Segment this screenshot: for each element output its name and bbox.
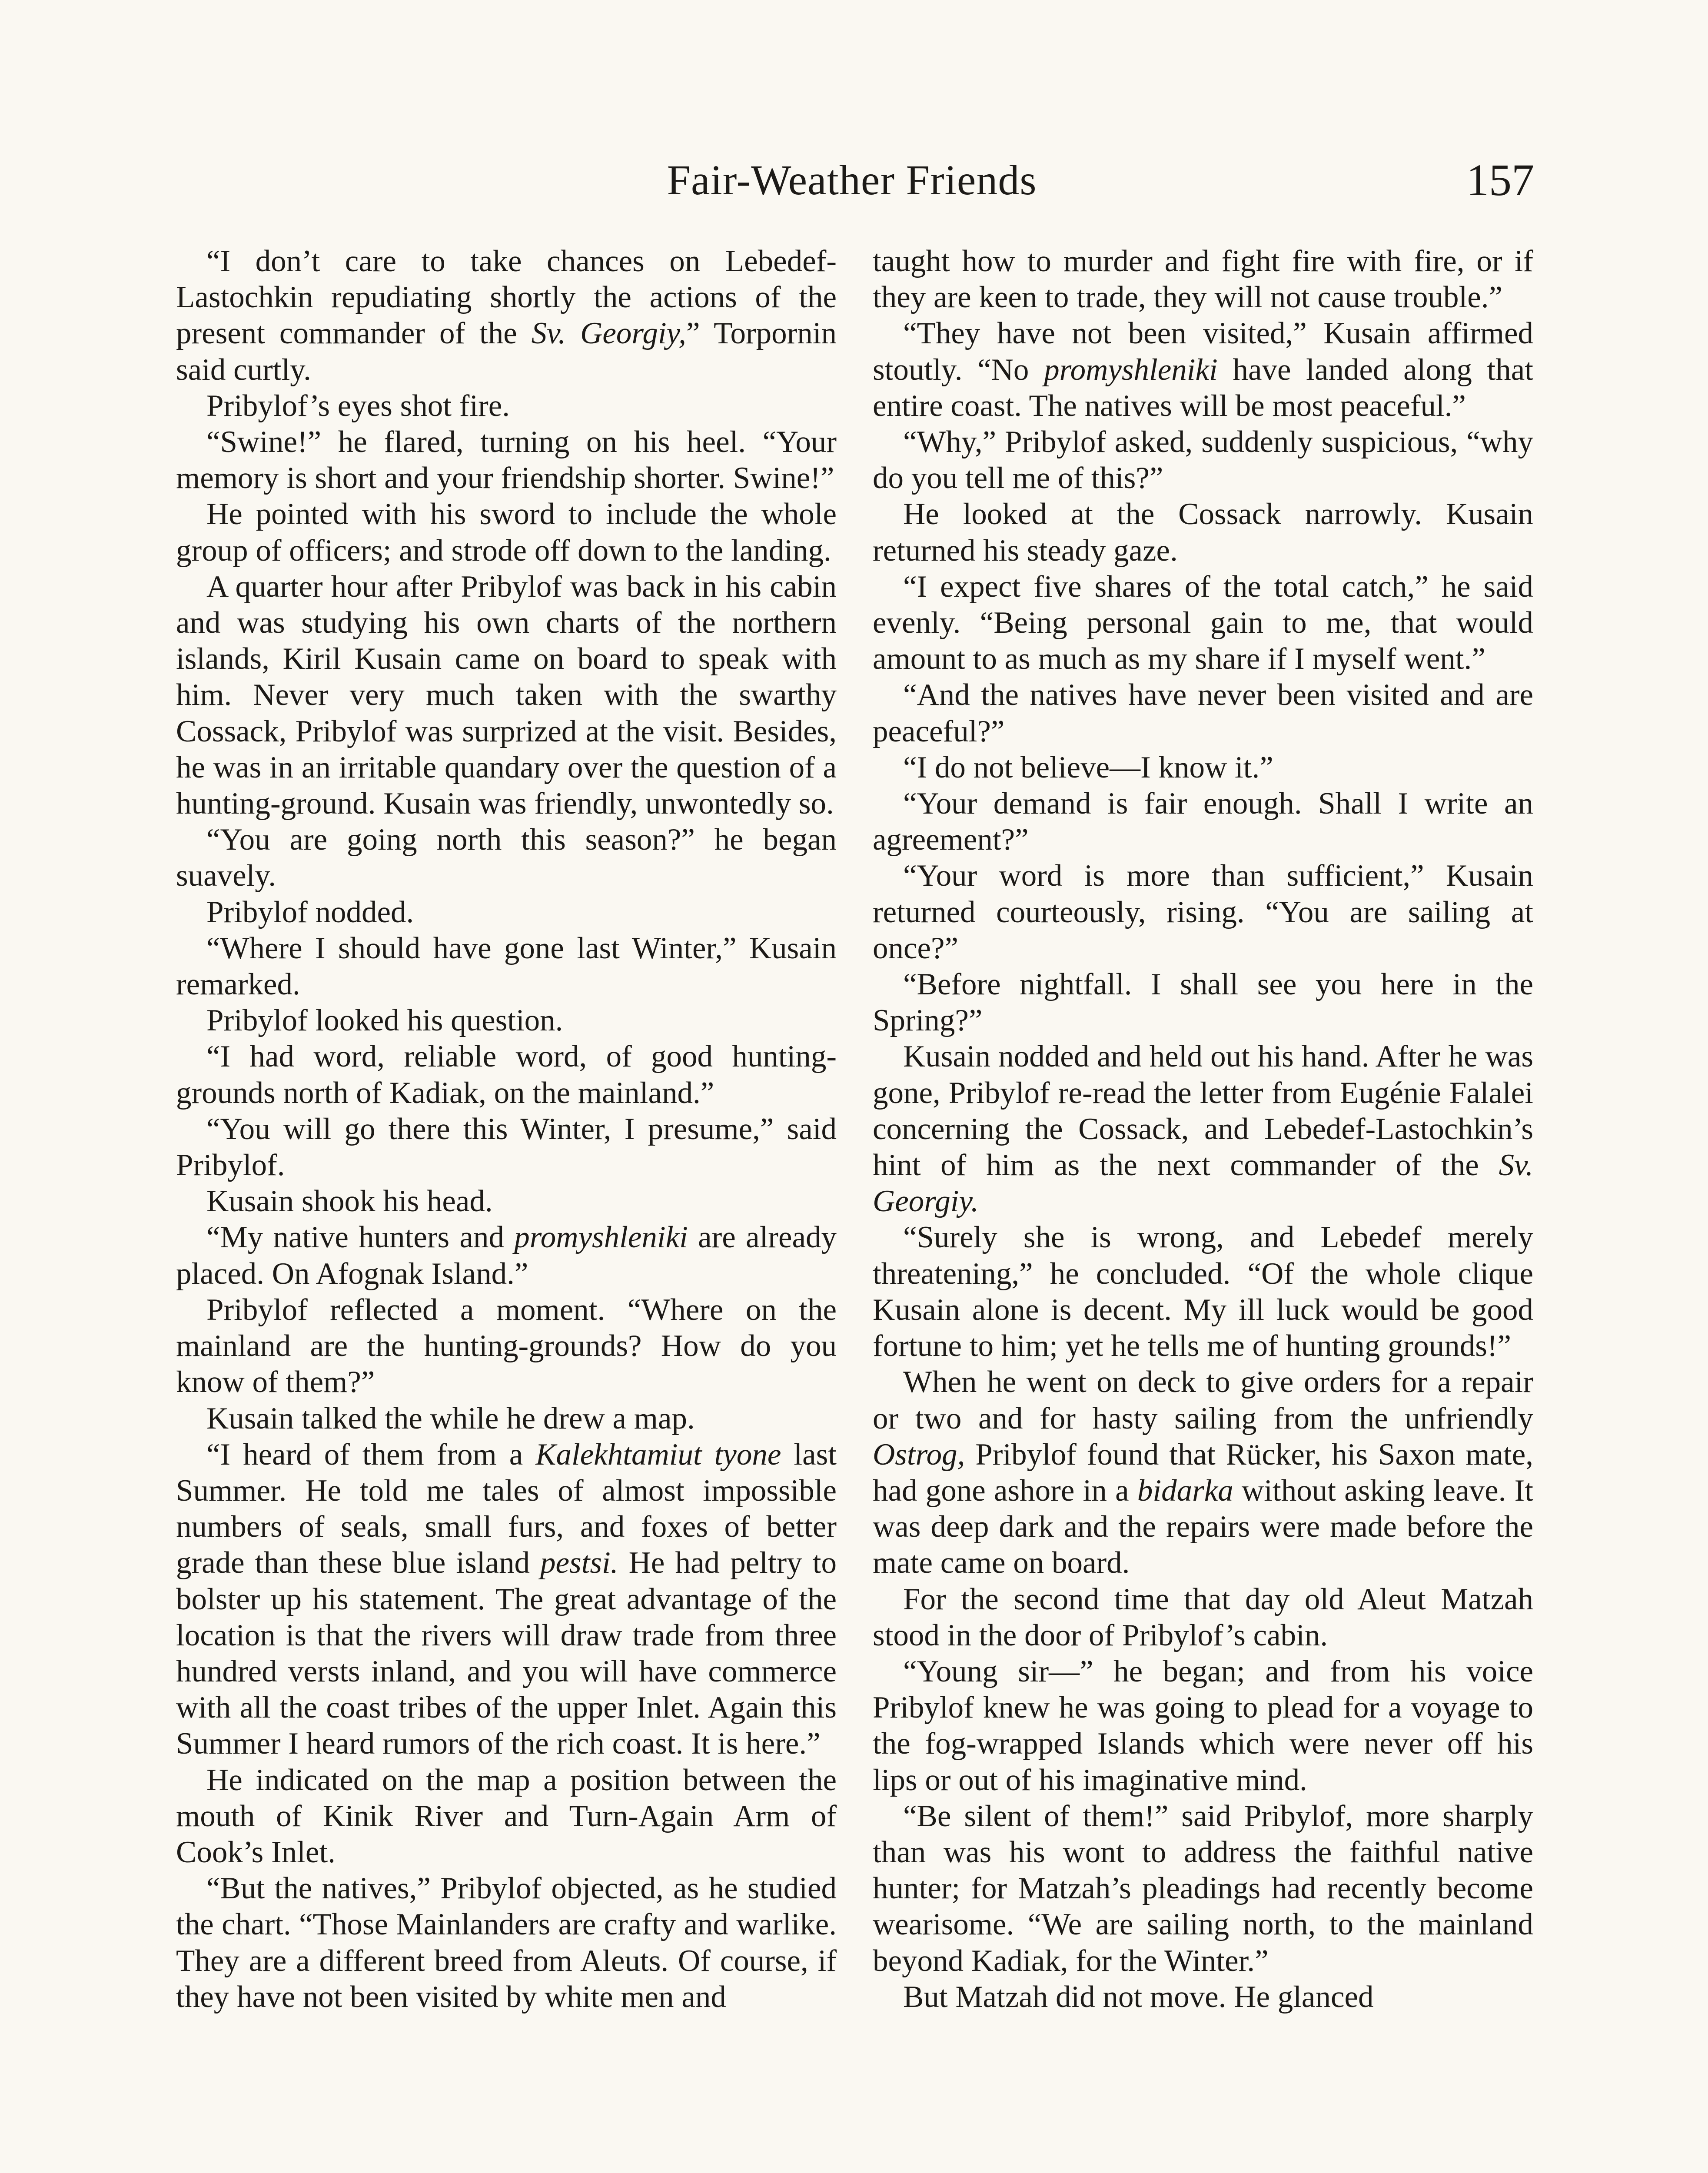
page-number: 157	[1466, 155, 1534, 205]
paragraph	[176, 388, 837, 424]
text-run: “You are going north this season?” he began suavely.	[176, 823, 837, 893]
italic-text: bidarka	[1137, 1473, 1233, 1508]
text-run: “Be silent of them!” said Pribylof, more sharply than was his wont to address the faithful native hunter; for Matzah’s pleadings had recently become wearisome. “We are sailing north, to the mainland beyond Kadiak, for the Winter.”	[873, 1799, 1533, 1978]
text-run: “I expect five shares of the total catch,” he said evenly. “Being personal gain to me, that would amount to as much as my share if I myself went.”	[873, 569, 1533, 676]
paragraph	[873, 1582, 1533, 1654]
paragraph	[873, 496, 1533, 568]
text-run: Pribylof’s eyes shot fire.	[206, 389, 510, 423]
paragraph	[176, 1401, 837, 1437]
paragraph	[176, 1871, 837, 2015]
text-run: “I heard of them from a	[206, 1437, 536, 1472]
paragraph	[873, 967, 1533, 1039]
text-run: “I had word, reliable word, of good hunting-grounds north of Kadiak, on the mainland.”	[176, 1040, 837, 1110]
paragraph	[873, 569, 1533, 678]
text-run: Pribylof looked his question.	[206, 1003, 563, 1038]
paragraph	[176, 1003, 837, 1039]
text-run: Kusain talked the while he drew a map.	[206, 1401, 695, 1435]
text-run: Pribylof found that Rücker, his Saxon mate, had gone ashore in a	[873, 1437, 1533, 1508]
paragraph	[176, 243, 837, 388]
text-run: “You will go there this Winter, I presume,” said Pribylof.	[176, 1112, 837, 1183]
paragraph	[176, 894, 837, 930]
paragraph	[176, 1039, 837, 1111]
text-run: But Matzah did not move. He glanced	[903, 1980, 1374, 2014]
italic-text: pestsi.	[540, 1546, 618, 1580]
text-run: are already placed. On Afognak Island.”	[176, 1220, 837, 1291]
text-column-right	[873, 243, 1533, 2015]
text-run: “They have not been visited,” Kusain affirmed stoutly. “No	[873, 316, 1533, 387]
text-run: “Swine!” he flared, turning on his heel. “Your memory is short and your friendship shorter. Swine!”	[176, 425, 837, 495]
text-column-left	[176, 243, 837, 2015]
text-run: He indicated on the map a position between the mouth of Kinik River and Turn-Again Arm of Cook’s Inlet.	[176, 1763, 837, 1869]
paragraph	[176, 569, 837, 822]
text-run: Pribylof reflected a moment. “Where on the mainland are the hunting-grounds? How do you know of them?”	[176, 1293, 837, 1399]
italic-text: Sv. Georgiy.	[873, 1148, 1533, 1219]
text-run: He pointed with his sword to include the whole group of officers; and strode off down to the landing.	[176, 497, 837, 568]
text-run: “Your word is more than sufficient,” Kusain returned courteously, rising. “You are sailing at once?”	[873, 859, 1533, 965]
paragraph	[873, 677, 1533, 749]
paragraph	[176, 1762, 837, 1871]
paragraph	[176, 930, 837, 1003]
paragraph	[873, 786, 1533, 858]
paragraph	[176, 424, 837, 496]
paragraph	[873, 1364, 1533, 1581]
text-run: “But the natives,” Pribylof objected, as he studied the chart. “Those Mainlanders are crafty and warlike. They are a different breed from Aleuts. Of course, if they have not been visited by white men and	[176, 1871, 837, 2014]
paragraph	[176, 496, 837, 568]
paragraph	[873, 1654, 1533, 1798]
italic-text: Ostrog,	[873, 1437, 965, 1472]
paragraph	[176, 1111, 837, 1183]
paragraph	[873, 1979, 1533, 2015]
running-title: Fair-Weather Friends	[667, 157, 1037, 204]
paragraph	[176, 822, 837, 894]
text-run: taught how to murder and fight fire with fire, or if they are keen to trade, they will not cause trouble.”	[873, 244, 1533, 315]
text-run: Kusain shook his head.	[206, 1184, 493, 1219]
text-run: “I do not believe—I know it.”	[903, 750, 1273, 784]
text-run: without asking leave. It was deep dark and the repairs were made before the mate came on board.	[873, 1473, 1533, 1580]
italic-text: promyshleniki	[514, 1220, 688, 1255]
text-run: A quarter hour after Pribylof was back in his cabin and was studying his own charts of the northern islands, Kiril Kusain came on board to speak with him. Never very much taken with the swarthy Cossack, Pribylof was surprized at the visit. Besides, he was in an irritable quandary over the question of a hunting-ground. Kusain was friendly, unwontedly so.	[176, 569, 837, 821]
paragraph	[176, 1219, 837, 1292]
text-run: He had peltry to bolster up his statement. The great advantage of the location is that the rivers will draw trade from three hundred versts inland, and you will have commerce with all the coast tribes of the upper Inlet. Again this Summer I heard rumors of the rich coast. It is here.”	[176, 1546, 837, 1761]
text-run: Pribylof nodded.	[206, 895, 414, 929]
text-run: have landed along that entire coast. The natives will be most peaceful.”	[873, 352, 1533, 423]
paragraph	[873, 1039, 1533, 1219]
paragraph	[873, 858, 1533, 967]
paragraph	[176, 1437, 837, 1762]
italic-text: Sv. Georgiy,	[531, 316, 686, 351]
paragraph	[873, 1219, 1533, 1364]
text-run: ” Torpornin said curtly.	[176, 316, 837, 387]
italic-text: Kalekhtamiut tyone	[535, 1437, 781, 1472]
text-run: “Your demand is fair enough. Shall I write an agreement?”	[873, 787, 1533, 857]
paragraph	[873, 243, 1533, 316]
running-head	[172, 150, 1532, 211]
text-run: “Before nightfall. I shall see you here in the Spring?”	[873, 967, 1533, 1038]
text-run: Kusain nodded and held out his hand. After he was gone, Pribylof re-read the letter from Eugénie Falalei concerning the Cossack, and Lebedef-Lastochkin’s hint of him as the next commander of the	[873, 1040, 1533, 1183]
text-run: “Young sir—” he began; and from his voice Pribylof knew he was going to plead for a voyage to the fog-wrapped Islands which were never off his lips or out of his imaginative mind.	[873, 1654, 1533, 1797]
paragraph	[873, 316, 1533, 424]
text-run: “I don’t care to take chances on Lebedef-Lastochkin repudiating shortly the actions of the present commander of the	[176, 244, 837, 351]
text-run: last Summer. He told me tales of almost impossible numbers of seals, small furs, and foxes of better grade than these blue island	[176, 1437, 837, 1580]
text-run: For the second time that day old Aleut Matzah stood in the door of Pribylof’s cabin.	[873, 1582, 1533, 1652]
paragraph	[176, 1183, 837, 1219]
text-run: “Where I should have gone last Winter,” Kusain remarked.	[176, 931, 837, 1002]
text-run: When he went on deck to give orders for a repair or two and for hasty sailing from the unfriendly	[873, 1365, 1533, 1435]
text-run: He looked at the Cossack narrowly. Kusain returned his steady gaze.	[873, 497, 1533, 568]
paragraph	[873, 750, 1533, 786]
text-run: “My native hunters and	[206, 1220, 515, 1255]
text-run: “Surely she is wrong, and Lebedef merely threatening,” he concluded. “Of the whole clique Kusain alone is decent. My ill luck would be good fortune to him; yet he tells me of hunting grounds!”	[873, 1220, 1533, 1363]
paragraph	[873, 424, 1533, 496]
italic-text: promyshleniki	[1044, 352, 1218, 387]
paragraph	[176, 1292, 837, 1401]
text-run: “And the natives have never been visited and are peaceful?”	[873, 678, 1533, 748]
text-run: “Why,” Pribylof asked, suddenly suspicious, “why do you tell me of this?”	[873, 425, 1533, 495]
paragraph	[873, 1798, 1533, 1979]
